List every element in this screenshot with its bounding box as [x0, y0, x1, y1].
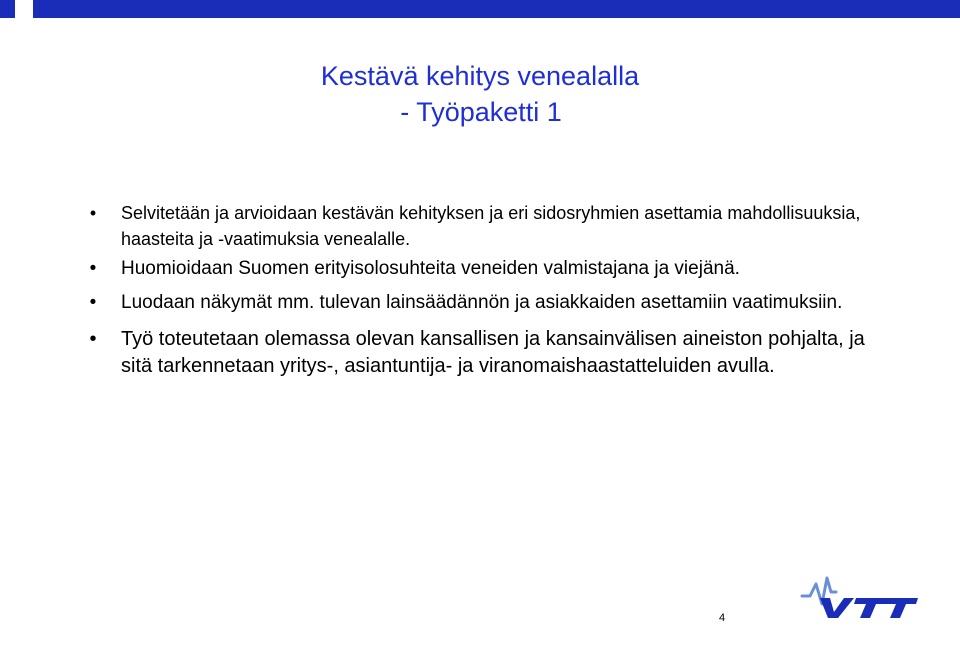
bullet-dot-icon: •	[89, 328, 97, 350]
vtt-logo-letter-t1	[854, 598, 888, 618]
bullet-dot-icon: •	[89, 258, 97, 279]
bullet-item	[88, 326, 868, 380]
bullet-dot-icon: •	[89, 203, 97, 223]
bullet-text: Luodaan näkymät mm. tulevan lainsäädännön ja asiakkaiden asettamiin vaatimuksiin.	[121, 292, 843, 313]
vtt-logo-letter-t2	[884, 598, 918, 618]
bullet-text: Työ toteutetaan olemassa olevan kansallisen ja kansainvälisen aineiston pohjalta, ja sitä tarkennetaan yritys-, asiantuntija- ja viranomaishaastatteluiden avulla.	[121, 328, 865, 377]
vtt-logo-letter-v	[820, 598, 854, 618]
bullet-item	[88, 290, 868, 316]
vtt-logo-icon	[800, 574, 920, 622]
bullet-item	[88, 200, 868, 252]
bullet-dot-icon: •	[89, 292, 97, 313]
slide-title-line2: - Työpaketti 1	[400, 97, 562, 127]
top-decorative-bar	[0, 0, 960, 18]
page-number: 4	[719, 612, 726, 624]
slide-title-line1: Kestävä kehitys venealalla	[320, 61, 640, 91]
vtt-logo-wave	[802, 578, 836, 604]
top-bar-segment	[0, 0, 15, 18]
top-bar-segment	[33, 0, 960, 18]
bullet-text: Huomioidaan Suomen erityisolosuhteita veneiden valmistajana ja viejänä.	[121, 258, 740, 279]
slide-title	[0, 58, 960, 130]
bullet-item	[88, 256, 868, 282]
bullet-list	[88, 200, 868, 380]
bullet-text: Selvitetään ja arvioidaan kestävän kehityksen ja eri sidosryhmien asettamia mahdollisuuksia, haasteita ja -vaatimuksia venealalle.	[121, 203, 861, 249]
